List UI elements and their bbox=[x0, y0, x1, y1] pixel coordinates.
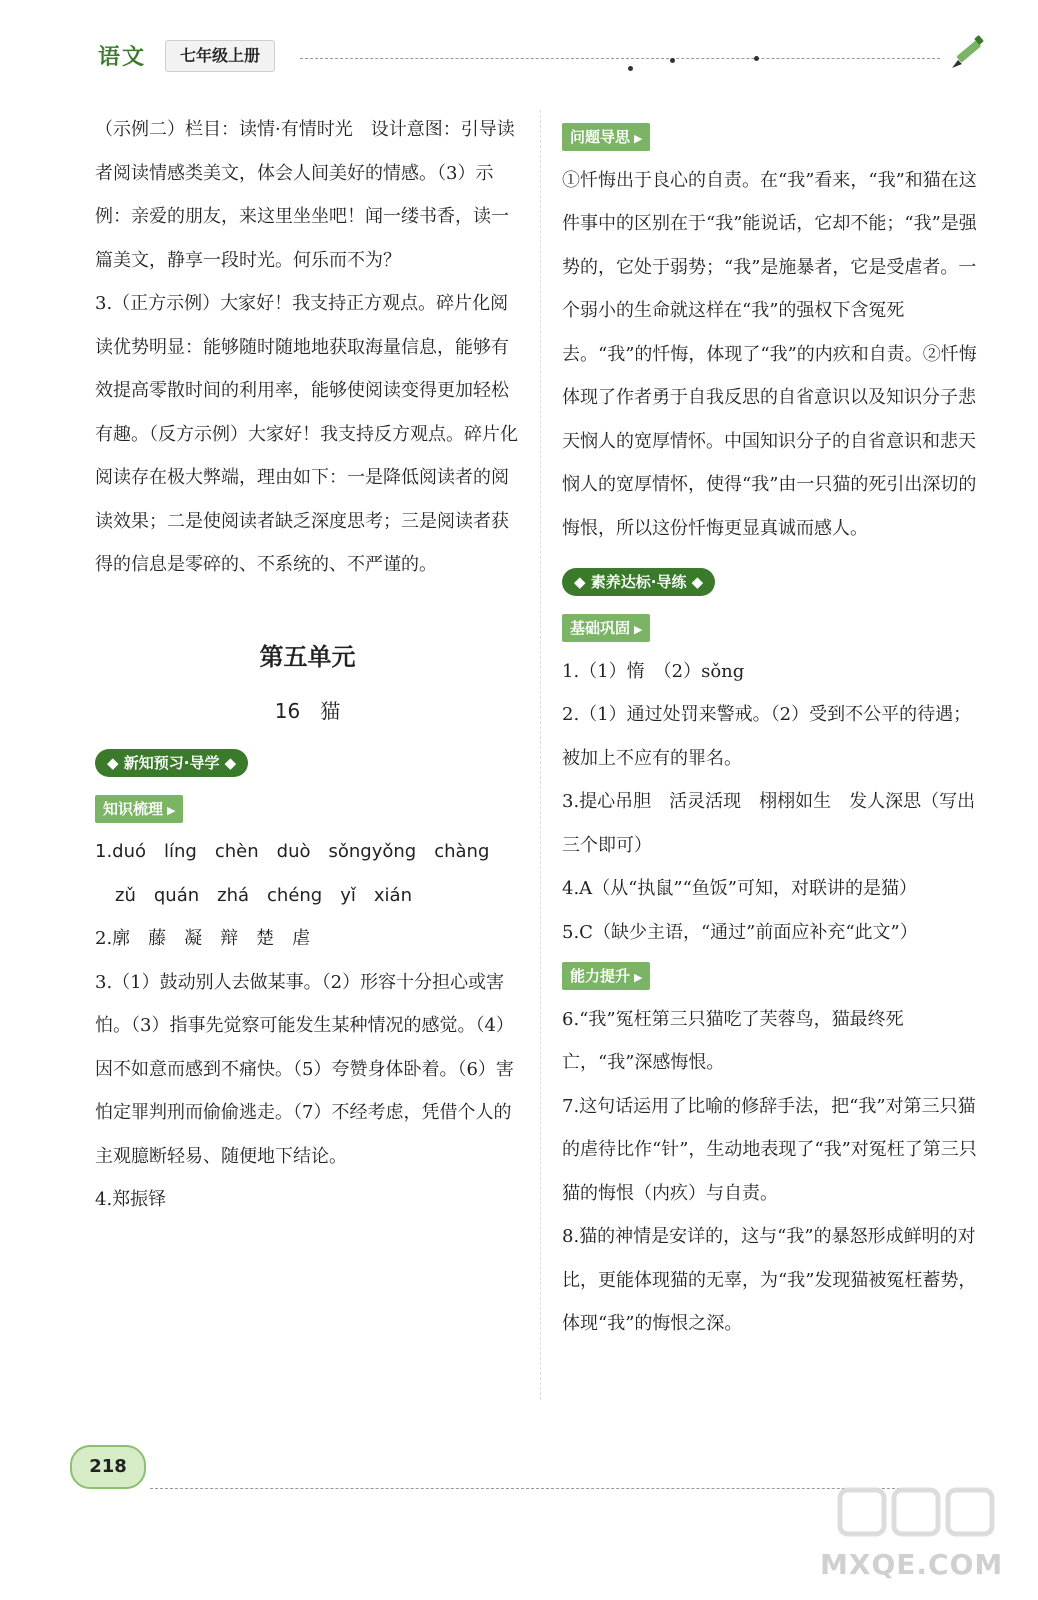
footer-dashed-line bbox=[150, 1488, 910, 1489]
arrow-right-icon: ▶ bbox=[167, 803, 176, 817]
list-item: 4.郑振铎 bbox=[95, 1189, 167, 1210]
tag-label: 问题导思 bbox=[570, 128, 631, 146]
pinyin-line: zǔ quán zhá chéng yǐ xián bbox=[115, 884, 412, 906]
tag-label: 知识梳理 bbox=[103, 799, 164, 818]
list-item: 3.（1）鼓动别人去做某事。（2）形容十分担心或害怕。（3）指事先觉察可能发生某种情况的感觉。（4）因不如意而感到不痛快。（5）夸赞身体卧着。（6）害怕定罪判刑而偷偷逃走。（7）不经考虑，凭借个人的主观臆断轻易、随便地下结论。 bbox=[95, 971, 514, 1167]
tag-knowledge bbox=[95, 795, 183, 823]
header-dashed-line bbox=[300, 58, 940, 59]
pinyin-line: 1.duó líng chèn duò sǒngyǒng chàng bbox=[95, 841, 490, 862]
list-item: 4.A（从“执鼠”“鱼饭”可知，对联讲的是猫） bbox=[562, 878, 917, 899]
list-item: 1.（1）惰 （2）sǒng bbox=[562, 660, 745, 682]
paragraph: （示例二）栏目：读情·有情时光 设计意图：引导读者阅读情感类美文，体会人间美好的情感。（3）示例：亲爱的朋友，来这里坐坐吧！闻一缕书香，读一篇美文，静享一段时光。何乐而不为？ bbox=[95, 119, 515, 271]
list-item: 7.这句话运用了比喻的修辞手法，把“我”对第三只猫的虐待比作“针”，生动地表现了“我”对冤枉了第三只猫的悔恨（内疚）与自责。 bbox=[562, 1095, 977, 1204]
header-dot bbox=[670, 58, 675, 63]
list-item: 8.猫的神情是安详的，这与“我”的暴怒形成鲜明的对比，更能体现猫的无辜，为“我”发现猫被冤枉蓄势，体现“我”的悔恨之深。 bbox=[562, 1226, 977, 1334]
tag-basic bbox=[562, 614, 650, 642]
section-banner-practice: ◆ 素养达标·导练 ◆ bbox=[562, 568, 715, 596]
paragraph: 3.（正方示例）大家好！我支持正方观点。碎片化阅读优势明显：能够随时随地地获取海量信息，能够有效提高零散时间的利用率，能够使阅读变得更加轻松有趣。（反方示例）大家好！我支持反方观点。碎片化阅读存在极大弊端，理由如下：一是降低阅读者的阅读效果；二是使阅读者缺乏深度思考；三是阅读者获得的信息是零碎的、不系统的、不严谨的。 bbox=[95, 293, 518, 575]
list-item: 5.C（缺少主语，“通过”前面应补充“此文”） bbox=[562, 921, 918, 943]
header-dot bbox=[628, 66, 633, 71]
arrow-right-icon: ▶ bbox=[634, 132, 643, 145]
page-number: 218 bbox=[70, 1445, 146, 1489]
page-header bbox=[90, 40, 990, 80]
lesson-title: 16 猫 bbox=[274, 698, 341, 723]
left-column bbox=[95, 108, 520, 1222]
paragraph: ①忏悔出于良心的自责。在“我”看来，“我”和猫在这件事中的区别在于“我”能说话，它却不能；“我”是强势的，它处于弱势；“我”是施暴者，它是受虐者。一个弱小的生命就这样在“我”的强权下含冤死去。“我”的忏悔，体现了“我”的内疚和自责。②忏悔体现了作者勇于自我反思的自省意识以及知识分子悲天悯人的宽厚情怀。中国知识分子的自省意识和悲天悯人的宽厚情怀，使得“我”由一只猫的死引出深切的悔恨，所以这份忏悔更显真诚而感人。 bbox=[562, 169, 977, 539]
list-item: 3.提心吊胆 活灵活现 栩栩如生 发人深思（写出三个即可） bbox=[562, 791, 976, 856]
tag-ability bbox=[562, 962, 650, 990]
tag-label: 能力提升 bbox=[570, 967, 631, 985]
grade-label: 七年级上册 bbox=[165, 40, 275, 72]
section-banner-preview: ◆ 新知预习·导学 ◆ bbox=[95, 749, 248, 777]
tag-label: 基础巩固 bbox=[570, 619, 631, 637]
tag-question bbox=[562, 123, 650, 151]
pencil-icon bbox=[948, 34, 986, 72]
arrow-right-icon: ▶ bbox=[634, 623, 643, 636]
column-divider bbox=[540, 110, 541, 1400]
list-item: 2.廓 藤 凝 辩 楚 虐 bbox=[95, 928, 311, 949]
list-item: 2.（1）通过处罚来警戒。（2）受到不公平的待遇；被加上不应有的罪名。 bbox=[562, 704, 972, 769]
arrow-right-icon: ▶ bbox=[634, 971, 643, 984]
header-dot bbox=[754, 56, 759, 61]
unit-title: 第五单元 bbox=[259, 642, 356, 671]
list-item: 6.“我”冤枉第三只猫吃了芙蓉鸟，猫最终死亡，“我”深感悔恨。 bbox=[562, 1008, 904, 1073]
subject-label: 语文 bbox=[98, 45, 147, 70]
watermark-text: MXQE.COM bbox=[820, 1548, 1004, 1581]
right-column bbox=[562, 115, 987, 1346]
